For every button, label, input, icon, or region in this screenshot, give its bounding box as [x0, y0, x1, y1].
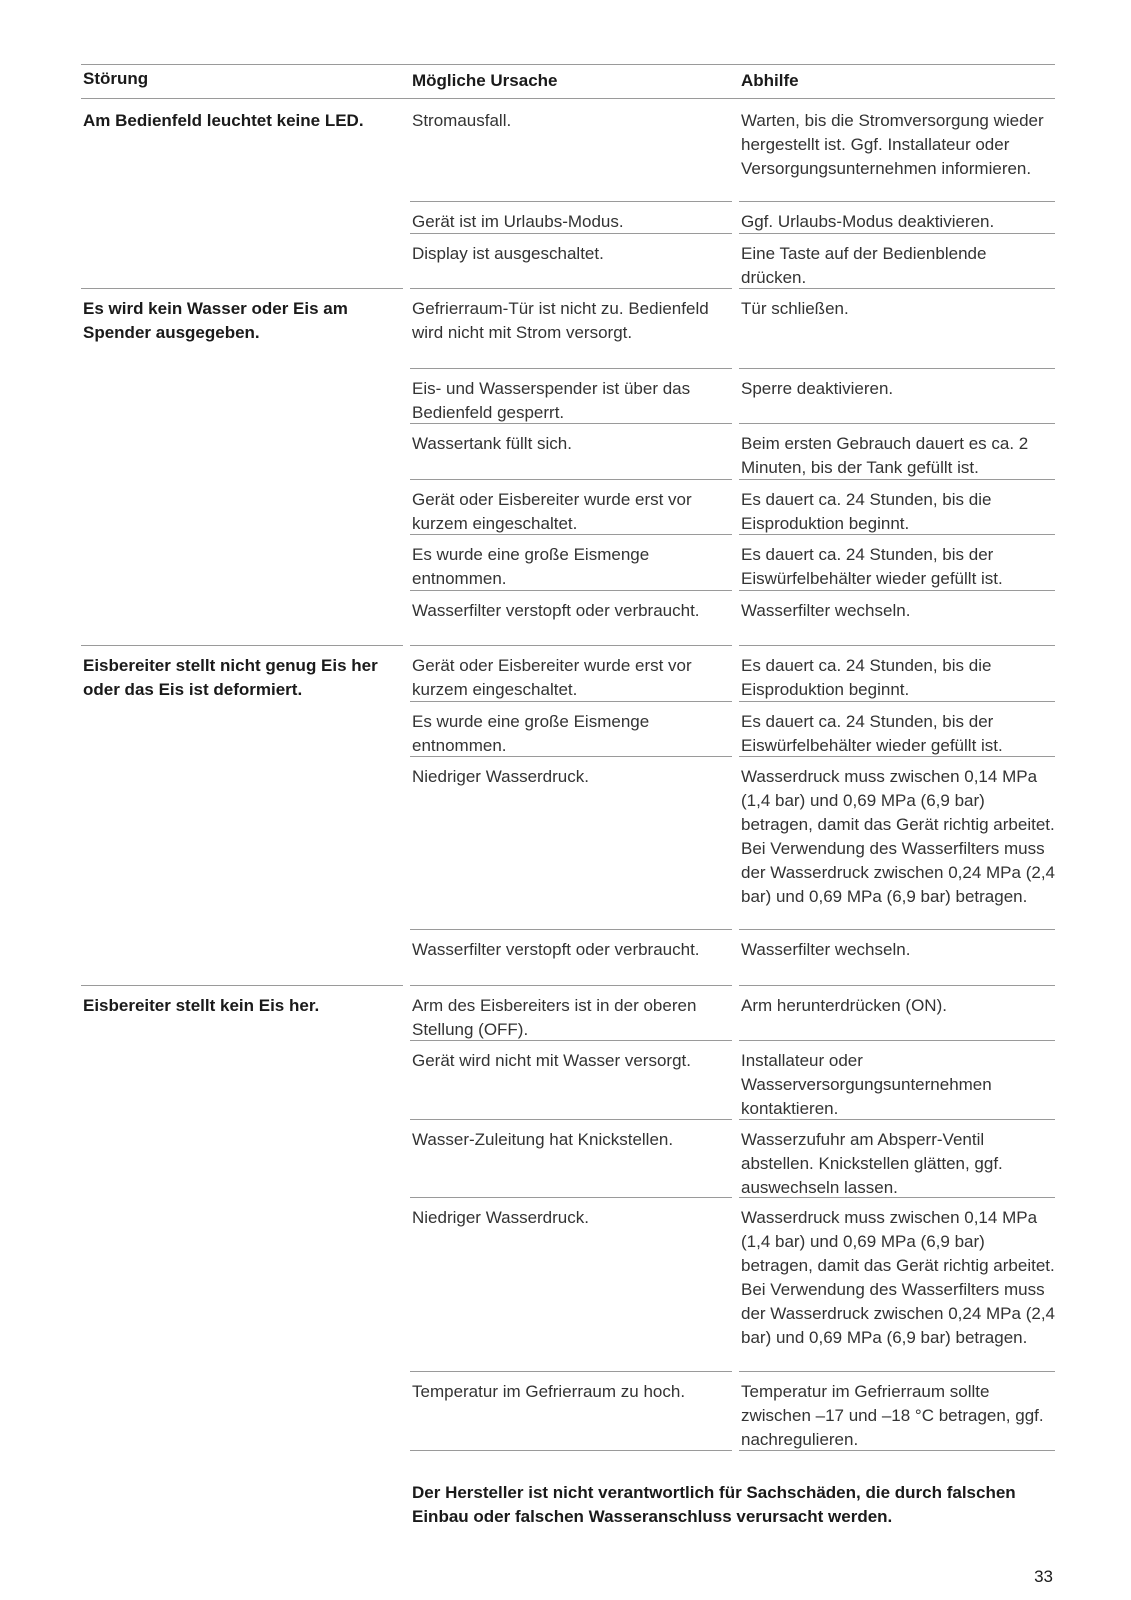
table-top-rule	[81, 64, 1055, 65]
row-rule	[739, 1197, 1055, 1198]
remedy-cell: Es dauert ca. 24 Stunden, bis die Eisproduktion beginnt.	[741, 490, 992, 533]
row-rule	[410, 479, 732, 480]
cause-cell: Es wurde eine große Eismenge entnommen.	[412, 712, 650, 755]
cause-cell: Gerät ist im Urlaubs-Modus.	[412, 212, 624, 231]
row-rule	[739, 534, 1055, 535]
remedy-cell: Installateur oder Wasserversorgungsunternehmen kontaktieren.	[741, 1051, 992, 1118]
row-rule	[410, 1197, 732, 1198]
cause-cell: Gefrierraum-Tür ist nicht zu. Bedienfeld wird nicht mit Strom versorgt.	[412, 299, 709, 342]
header-ursache: Mögliche Ursache	[412, 71, 558, 90]
cause-cell: Wasserfilter verstopft oder verbraucht.	[412, 601, 700, 620]
remedy-cell: Ggf. Urlaubs-Modus deaktivieren.	[741, 212, 995, 231]
cause-cell: Niedriger Wasserdruck.	[412, 1208, 589, 1227]
remedy-cell: Es dauert ca. 24 Stunden, bis der Eiswürfelbehälter wieder gefüllt ist.	[741, 545, 1003, 588]
row-rule	[410, 929, 732, 930]
problem-cell: Eisbereiter stellt kein Eis her.	[83, 996, 320, 1015]
cause-cell: Display ist ausgeschaltet.	[412, 244, 604, 263]
row-rule	[739, 288, 1055, 289]
remedy-cell: Wasserfilter wechseln.	[741, 601, 911, 620]
group-rule	[81, 645, 403, 646]
remedy-cell: Beim ersten Gebrauch dauert es ca. 2 Minuten, bis der Tank gefüllt ist.	[741, 434, 1029, 477]
row-rule	[739, 1450, 1055, 1451]
row-rule	[410, 1450, 732, 1451]
cause-cell: Gerät oder Eisbereiter wurde erst vor kurzem eingeschaltet.	[412, 490, 692, 533]
row-rule	[410, 756, 732, 757]
remedy-cell: Wasserzufuhr am Absperr-Ventil abstellen. Knickstellen glätten, ggf. auswechseln lassen.	[741, 1130, 1003, 1197]
cause-cell: Niedriger Wasserdruck.	[412, 767, 589, 786]
row-rule	[739, 929, 1055, 930]
row-rule	[410, 1119, 732, 1120]
row-rule	[739, 701, 1055, 702]
header-stoerung: Störung	[83, 69, 149, 88]
problem-cell: Eisbereiter stellt nicht genug Eis her oder das Eis ist deformiert.	[83, 656, 378, 699]
row-rule	[410, 288, 732, 289]
problem-cell: Am Bedienfeld leuchtet keine LED.	[83, 111, 364, 130]
row-rule	[739, 1371, 1055, 1372]
remedy-cell: Wasserdruck muss zwischen 0,14 MPa (1,4 bar) und 0,69 MPa (6,9 bar) betragen, damit das Gerät richtig arbeitet. Bei Verwendung des Wasserfilters muss der Wasserdruck zwischen 0,24 MPa (2,4 bar) und 0,69 MPa (6,9 bar) betragen.	[741, 1208, 1055, 1347]
row-rule	[739, 756, 1055, 757]
cause-cell: Gerät wird nicht mit Wasser versorgt.	[412, 1051, 691, 1070]
cause-cell: Gerät oder Eisbereiter wurde erst vor kurzem eingeschaltet.	[412, 656, 692, 699]
row-rule	[410, 1040, 732, 1041]
cause-cell: Stromausfall.	[412, 111, 512, 130]
cause-cell: Temperatur im Gefrierraum zu hoch.	[412, 1382, 686, 1401]
remedy-cell: Temperatur im Gefrierraum sollte zwischen –17 und –18 °C betragen, ggf. nachregulieren.	[741, 1382, 1044, 1449]
row-rule	[410, 645, 732, 646]
header-bottom-rule	[81, 98, 1055, 99]
remedy-cell: Warten, bis die Stromversorgung wieder hergestellt ist. Ggf. Installateur oder Versorgungsunternehmen informieren.	[741, 111, 1044, 178]
row-rule	[739, 590, 1055, 591]
remedy-cell: Tür schließen.	[741, 299, 849, 318]
row-rule	[739, 645, 1055, 646]
remedy-cell: Eine Taste auf der Bedienblende drücken.	[741, 244, 987, 287]
row-rule	[739, 1040, 1055, 1041]
row-rule	[739, 479, 1055, 480]
cause-cell: Arm des Eisbereiters ist in der oberen Stellung (OFF).	[412, 996, 697, 1039]
row-rule	[739, 1119, 1055, 1120]
remedy-cell: Wasserdruck muss zwischen 0,14 MPa (1,4 bar) und 0,69 MPa (6,9 bar) betragen, damit das Gerät richtig arbeitet. Bei Verwendung des Wasserfilters muss der Wasserdruck zwischen 0,24 MPa (2,4 bar) und 0,69 MPa (6,9 bar) betragen.	[741, 767, 1055, 906]
row-rule	[739, 233, 1055, 234]
problem-cell: Es wird kein Wasser oder Eis am Spender ausgegeben.	[83, 299, 348, 342]
row-rule	[410, 1371, 732, 1372]
row-rule	[410, 368, 732, 369]
liability-note: Der Hersteller ist nicht verantwortlich für Sachschäden, die durch falschen Einbau oder falschen Wasseranschluss verursacht werden.	[412, 1483, 1016, 1526]
row-rule	[739, 423, 1055, 424]
cause-cell: Wassertank füllt sich.	[412, 434, 572, 453]
row-rule	[410, 201, 732, 202]
header-abhilfe: Abhilfe	[741, 71, 799, 90]
page-number: 33	[1034, 1567, 1053, 1586]
row-rule	[410, 701, 732, 702]
cause-cell: Wasserfilter verstopft oder verbraucht.	[412, 940, 700, 959]
row-rule	[739, 201, 1055, 202]
row-rule	[410, 985, 732, 986]
group-rule	[81, 288, 403, 289]
remedy-cell: Arm herunterdrücken (ON).	[741, 996, 947, 1015]
row-rule	[410, 423, 732, 424]
row-rule	[410, 590, 732, 591]
remedy-cell: Es dauert ca. 24 Stunden, bis der Eiswürfelbehälter wieder gefüllt ist.	[741, 712, 1003, 755]
remedy-cell: Sperre deaktivieren.	[741, 379, 894, 398]
group-rule	[81, 985, 403, 986]
row-rule	[410, 534, 732, 535]
remedy-cell: Es dauert ca. 24 Stunden, bis die Eisproduktion beginnt.	[741, 656, 992, 699]
cause-cell: Es wurde eine große Eismenge entnommen.	[412, 545, 650, 588]
remedy-cell: Wasserfilter wechseln.	[741, 940, 911, 959]
cause-cell: Eis- und Wasserspender ist über das Bedienfeld gesperrt.	[412, 379, 691, 422]
cause-cell: Wasser-Zuleitung hat Knickstellen.	[412, 1130, 674, 1149]
row-rule	[739, 368, 1055, 369]
row-rule	[739, 985, 1055, 986]
row-rule	[410, 233, 732, 234]
